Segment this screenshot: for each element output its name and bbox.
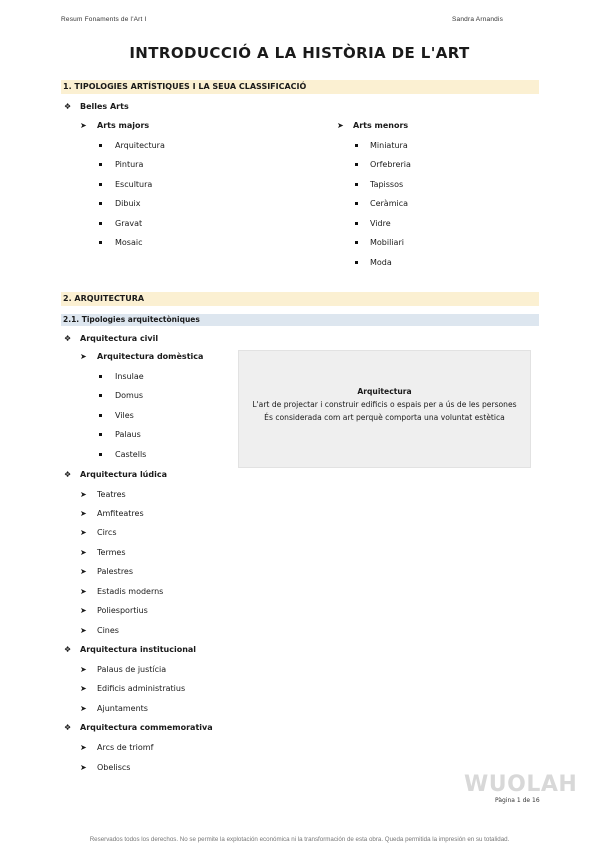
square-bullet-icon [99, 202, 102, 205]
list-item: Poliesportius [97, 606, 148, 615]
list-item: Domus [115, 391, 144, 400]
institucional-label: Arquitectura institucional [80, 645, 197, 654]
list-item: Arquitectura [115, 141, 165, 150]
list-item: Mobiliari [370, 238, 404, 247]
section1-heading: 1. TIPOLOGIES ARTÍSTIQUES I LA SEUA CLASSIFICACIÓ [61, 80, 539, 94]
list-item: Edificis administratius [97, 684, 186, 693]
header-left: Resum Fonaments de l'Art I [61, 16, 147, 23]
definition-box [238, 350, 531, 468]
domestica-label: Arquitectura domèstica [97, 352, 204, 361]
square-bullet-icon [355, 163, 358, 166]
header-right: Sandra Arnandis [452, 16, 504, 23]
diamond-bullet-icon: ❖ [64, 723, 72, 732]
arrow-bullet-icon: ➤ [80, 548, 87, 557]
arrow-bullet-icon: ➤ [80, 606, 87, 615]
ludica-label: Arquitectura lúdica [80, 470, 167, 479]
list-item: Insulae [115, 372, 144, 381]
list-item: Amfiteatres [97, 509, 144, 518]
square-bullet-icon [99, 183, 102, 186]
definition-title: Arquitectura [357, 387, 412, 396]
list-item: Cines [97, 626, 119, 635]
copyright-footer: Reservados todos los derechos. No se permite la explotación económica ni la transformación de esta obra. Queda permitida la impresión en su totalidad. [89, 836, 510, 843]
section2-heading: 2. ARQUITECTURA [61, 292, 539, 306]
arrow-bullet-icon: ➤ [80, 352, 87, 361]
civil-label: Arquitectura civil [80, 334, 159, 343]
square-bullet-icon [99, 241, 102, 244]
diamond-bullet-icon: ❖ [64, 645, 72, 654]
list-item: Obeliscs [97, 763, 131, 772]
list-item: Escultura [115, 180, 153, 189]
list-item: Palaus [115, 430, 141, 439]
arrow-bullet-icon: ➤ [80, 684, 87, 693]
diamond-bullet-icon: ❖ [64, 102, 72, 111]
square-bullet-icon [99, 144, 102, 147]
arrow-bullet-icon: ➤ [80, 121, 87, 130]
list-item: Moda [370, 258, 392, 267]
page-number: Pàgina 1 de 16 [495, 797, 540, 804]
list-item: Palaus de justícia [97, 665, 167, 674]
list-item: Dibuix [115, 199, 141, 208]
list-item: Termes [97, 548, 126, 557]
arts-menors-label: Arts menors [353, 121, 409, 130]
list-item: Estadis moderns [97, 587, 164, 596]
arts-majors-label: Arts majors [97, 121, 150, 130]
list-item: Orfebreria [370, 160, 411, 169]
arrow-bullet-icon: ➤ [80, 587, 87, 596]
list-item: Ceràmica [370, 199, 409, 208]
square-bullet-icon [355, 202, 358, 205]
watermark-logo: WUOLAH [464, 772, 578, 797]
commemorativa-label: Arquitectura commemorativa [80, 723, 213, 732]
square-bullet-icon [355, 183, 358, 186]
square-bullet-icon [99, 453, 102, 456]
list-item: Mosaic [115, 238, 143, 247]
square-bullet-icon [355, 144, 358, 147]
belles-arts-label: Belles Arts [80, 102, 129, 111]
list-item: Vidre [370, 219, 391, 228]
list-item: Castells [115, 450, 147, 459]
list-item: Teatres [97, 490, 126, 499]
square-bullet-icon [355, 261, 358, 264]
arrow-bullet-icon: ➤ [80, 743, 87, 752]
list-item: Arcs de triomf [97, 743, 154, 752]
page-title: INTRODUCCIÓ A LA HISTÒRIA DE L'ART [129, 44, 470, 62]
arrow-bullet-icon: ➤ [80, 704, 87, 713]
arrow-bullet-icon: ➤ [80, 665, 87, 674]
square-bullet-icon [99, 375, 102, 378]
arrow-bullet-icon: ➤ [80, 626, 87, 635]
list-item: Palestres [97, 567, 134, 576]
square-bullet-icon [99, 414, 102, 417]
section2-subheading: 2.1. Tipologies arquitectòniques [61, 314, 539, 326]
list-item: Miniatura [370, 141, 408, 150]
arrow-bullet-icon: ➤ [80, 509, 87, 518]
arrow-bullet-icon: ➤ [337, 121, 344, 130]
arrow-bullet-icon: ➤ [80, 567, 87, 576]
square-bullet-icon [99, 394, 102, 397]
list-item: Viles [115, 411, 134, 420]
diamond-bullet-icon: ❖ [64, 334, 72, 343]
list-item: Ajuntaments [97, 704, 148, 713]
definition-line-2: És considerada com art perquè comporta una voluntat estètica [264, 413, 505, 422]
definition-line-1: L'art de projectar i construir edificis o espais per a ús de les persones [252, 400, 517, 409]
diamond-bullet-icon: ❖ [64, 470, 72, 479]
list-item: Pintura [115, 160, 144, 169]
square-bullet-icon [99, 222, 102, 225]
list-item: Circs [97, 528, 117, 537]
square-bullet-icon [355, 222, 358, 225]
square-bullet-icon [355, 241, 358, 244]
square-bullet-icon [99, 163, 102, 166]
arrow-bullet-icon: ➤ [80, 763, 87, 772]
arrow-bullet-icon: ➤ [80, 528, 87, 537]
arrow-bullet-icon: ➤ [80, 490, 87, 499]
list-item: Tapissos [370, 180, 404, 189]
list-item: Gravat [115, 219, 143, 228]
square-bullet-icon [99, 433, 102, 436]
